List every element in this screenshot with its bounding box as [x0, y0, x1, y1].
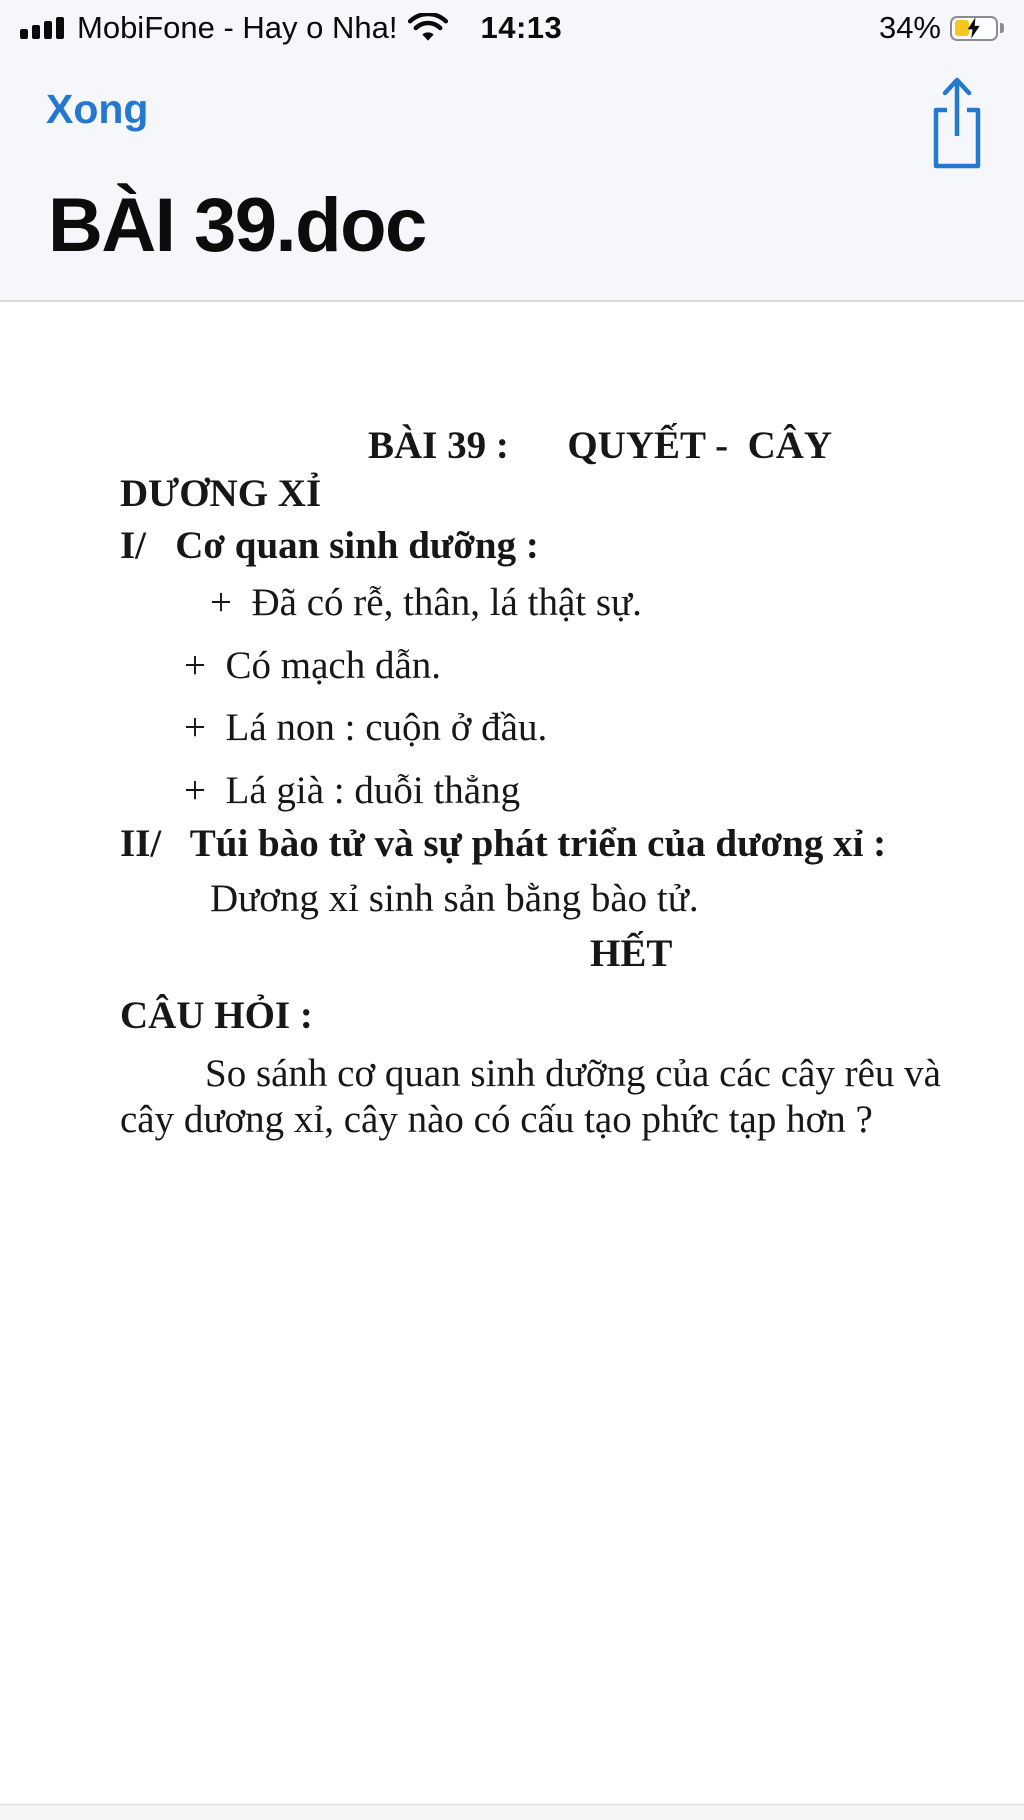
- document-line: So sánh cơ quan sinh dưỡng của các cây rêu và: [205, 1052, 941, 1095]
- bottom-toolbar-edge: [0, 1804, 1024, 1820]
- document-body: [120, 423, 974, 1143]
- document-line: CÂU HỎI :: [120, 994, 313, 1037]
- document-line: + Đã có rễ, thân, lá thật sự.: [210, 581, 642, 624]
- document-line: BÀI 39 : QUYẾT - CÂY: [368, 424, 833, 467]
- document-line: DƯƠNG XỈ: [120, 472, 322, 515]
- header: [0, 0, 1024, 302]
- carrier-label: MobiFone - Hay o Nha!: [77, 10, 398, 45]
- document-line: HẾT: [590, 932, 673, 975]
- clock-label: 14:13: [480, 10, 563, 45]
- status-bar: [0, 0, 1024, 48]
- document-line: + Lá già : duỗi thẳng: [184, 769, 521, 812]
- document-line: cây dương xỉ, cây nào có cấu tạo phức tạp hơn ?: [120, 1098, 873, 1141]
- cellular-signal-icon: [20, 17, 64, 39]
- document-line: Dương xỉ sinh sản bằng bào tử.: [210, 877, 699, 920]
- battery-percent-label: 34%: [878, 10, 941, 45]
- document-line: I/ Cơ quan sinh dưỡng :: [120, 524, 539, 567]
- document-preview[interactable]: [0, 302, 1024, 1143]
- nav-bar: [0, 48, 1024, 168]
- document-line: II/ Túi bào tử và sự phát triển của dương xỉ :: [120, 822, 887, 865]
- document-line: + Có mạch dẫn.: [184, 644, 442, 687]
- file-title: BÀI 39.doc: [48, 183, 426, 268]
- wifi-icon: [408, 13, 448, 43]
- share-icon: [926, 162, 988, 177]
- document-line: + Lá non : cuộn ở đầu.: [184, 706, 548, 749]
- battery-charging-icon: [950, 16, 1004, 41]
- done-button[interactable]: Xong: [46, 72, 148, 133]
- share-button[interactable]: [926, 72, 988, 177]
